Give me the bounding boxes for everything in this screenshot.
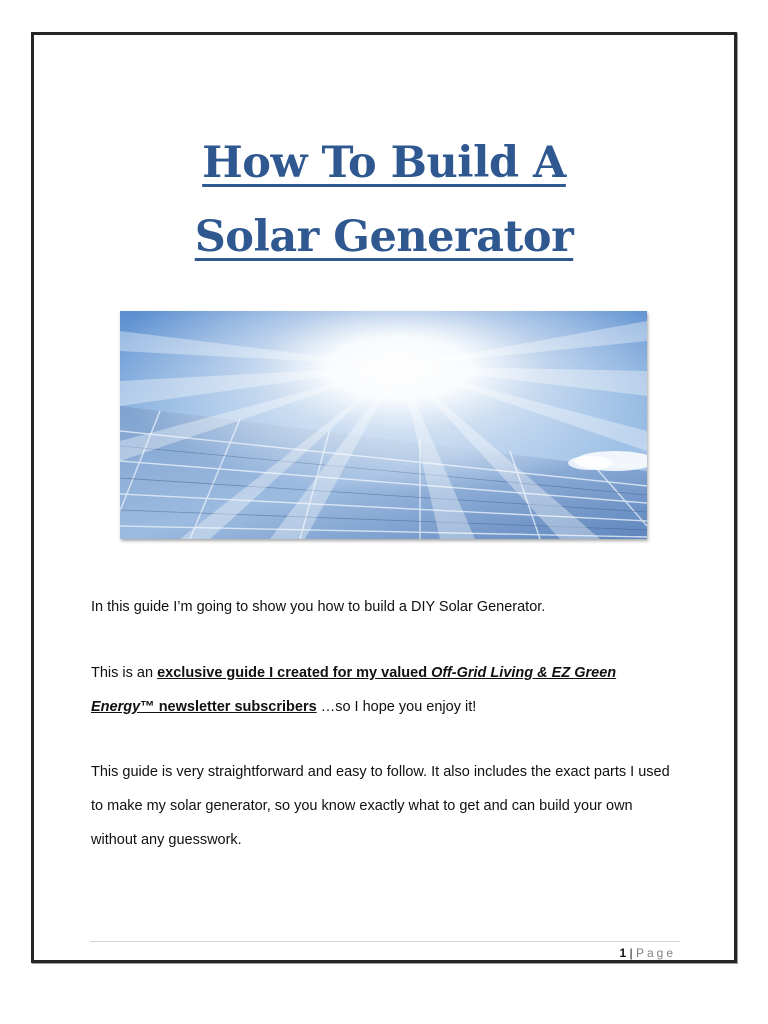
paragraph-prefix: This is an xyxy=(91,665,158,681)
page-number: 1 xyxy=(619,946,627,960)
exclusive-guide-emphasis: exclusive guide I created for my valued xyxy=(157,665,432,681)
exclusive-guide-paragraph xyxy=(91,656,681,724)
newsletter-subscribers-emphasis: ™ newsletter subscribers xyxy=(140,699,317,715)
footer-divider xyxy=(90,941,680,942)
page-footer xyxy=(619,946,676,960)
solar-panels-image xyxy=(120,311,647,539)
paragraph-suffix: …so I hope you enjoy it! xyxy=(316,699,477,715)
page-label: Page xyxy=(635,946,676,960)
title-line-2: Solar Generator xyxy=(194,212,574,262)
page-frame xyxy=(31,32,737,963)
solar-panels-sunburst-icon xyxy=(120,311,647,539)
title-line-1: How To Build A xyxy=(202,138,566,188)
brand-name: Off-Grid Living & EZ Green Energy xyxy=(91,665,617,715)
intro-paragraph: In this guide I’m going to show you how to build a DIY Solar Generator. xyxy=(91,599,546,615)
footer-separator: | xyxy=(626,946,636,960)
guide-description-paragraph: This guide is very straightforward and easy to follow. It also includes the exact parts I used to make my solar generator, so you know exactly what to get and can build your own without any guesswork. xyxy=(91,764,670,848)
